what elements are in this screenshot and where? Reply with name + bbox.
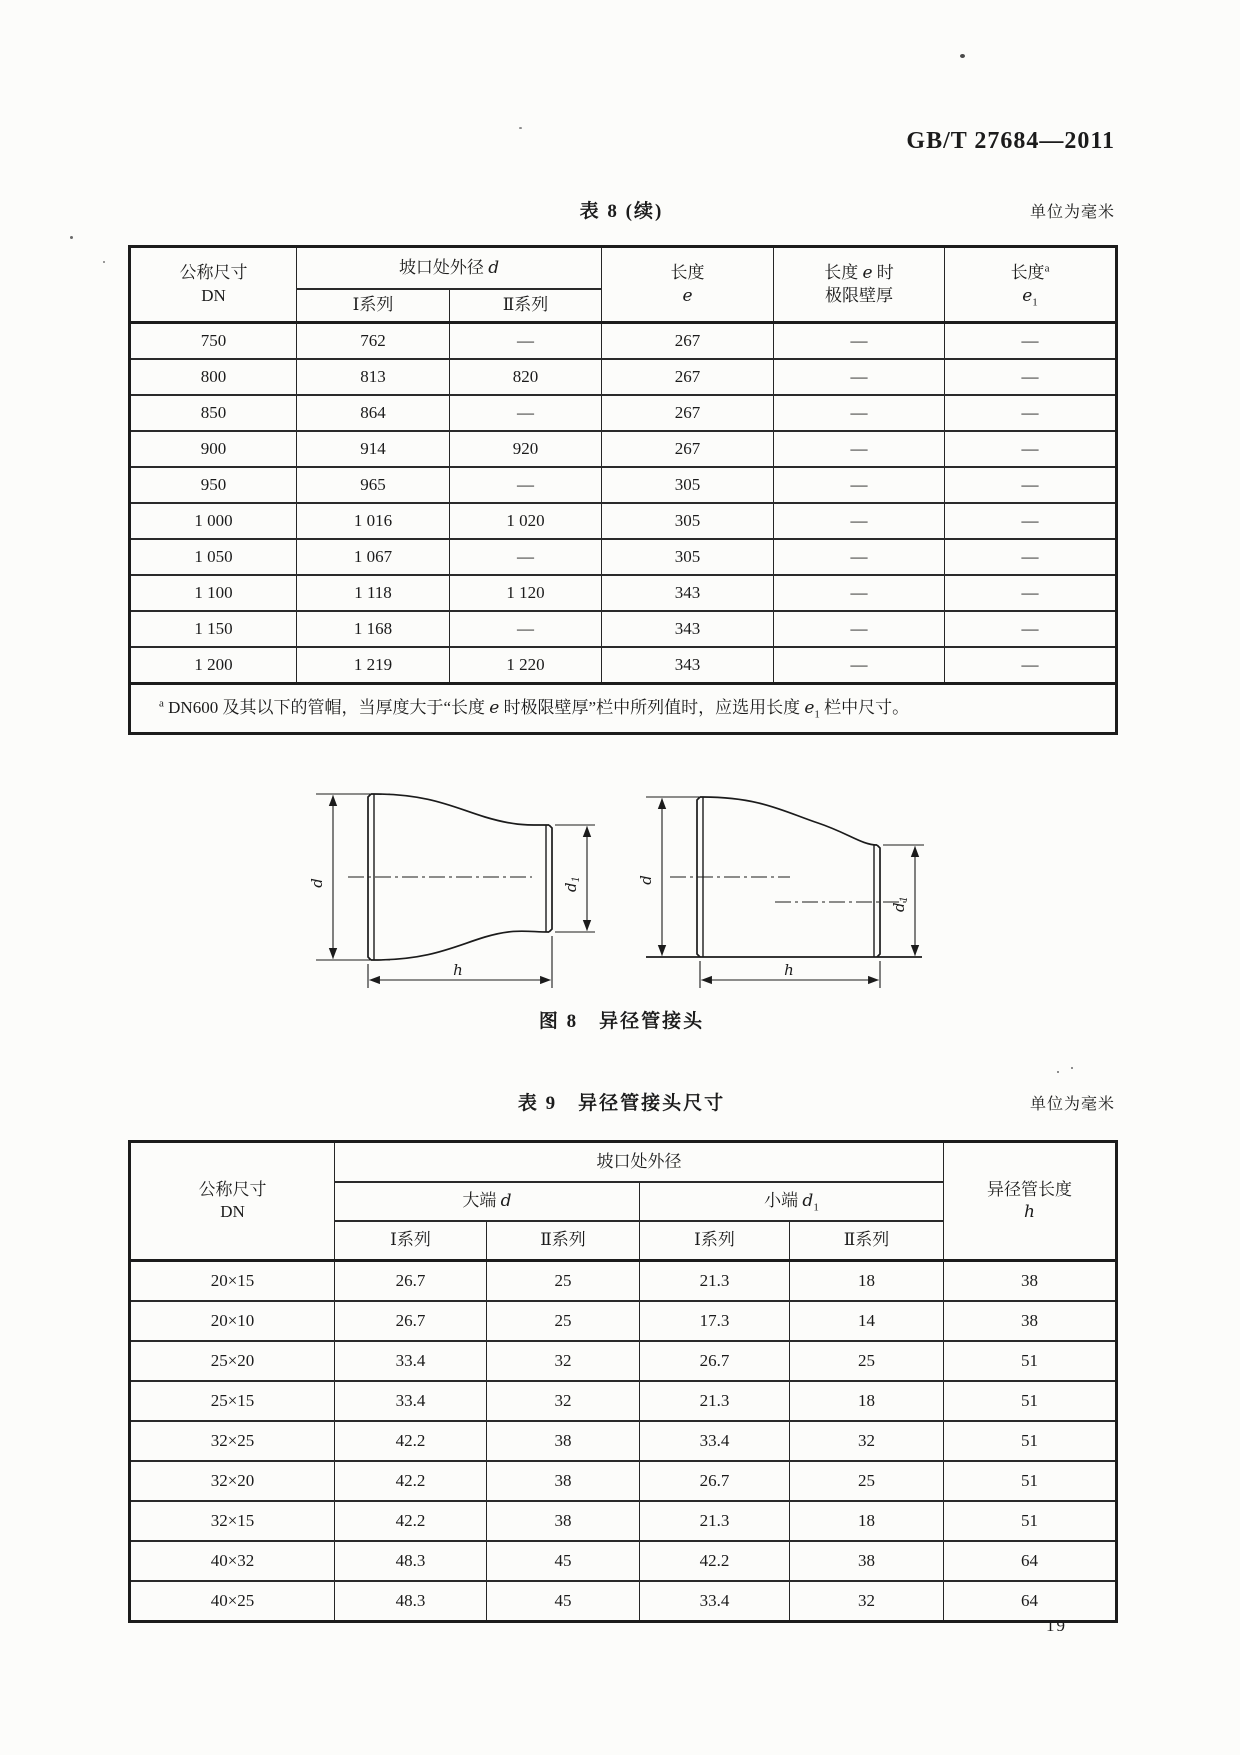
table-row (130, 1261, 1117, 1302)
table-cell: 32 (790, 1421, 944, 1461)
table-cell: 51 (944, 1381, 1117, 1421)
t8-th-limit-thickness (774, 247, 945, 323)
t8-th-length-var: e (682, 285, 693, 306)
t9-th-big-end-text: 大端 (462, 1191, 501, 1211)
table-cell: 864 (297, 395, 450, 431)
table-cell: 900 (130, 431, 297, 467)
concentric-reducer-drawing (316, 794, 595, 988)
table-cell: 26.7 (640, 1341, 790, 1381)
scan-speck (1057, 1071, 1059, 1073)
table-cell: 820 (450, 359, 602, 395)
table-cell: — (774, 395, 945, 431)
label-d1-right: $d_1$ (890, 896, 910, 912)
table-cell: 1 168 (297, 611, 450, 647)
t8-th-series2: Ⅱ系列 (450, 289, 602, 323)
t9-th-length-var: h (1024, 1202, 1035, 1222)
table-cell: 32×20 (130, 1461, 335, 1501)
t9-th-big-end-var: d (500, 1191, 512, 1212)
table-cell: 1 016 (297, 503, 450, 539)
table-cell: — (945, 359, 1117, 395)
t9-th-dn-line1: 公称尺寸 (198, 1179, 267, 1199)
t8-th-dn-line1: 公称尺寸 (179, 263, 248, 283)
table-cell: — (774, 323, 945, 360)
table-cell: 18 (790, 1381, 944, 1421)
table-cell: 64 (944, 1581, 1117, 1622)
table-cell: 48.3 (335, 1581, 487, 1622)
table-row (130, 467, 1117, 503)
table-cell: — (774, 575, 945, 611)
table-cell: — (774, 359, 945, 395)
t9-th-dn-line2: DN (220, 1202, 245, 1221)
table-cell: 1 118 (297, 575, 450, 611)
table-cell: 267 (602, 431, 774, 467)
table-row (130, 539, 1117, 575)
t9-th-dn (130, 1142, 335, 1261)
table-row (130, 1461, 1117, 1501)
t8-th-length-label: 长度 (670, 263, 705, 283)
table-cell: 48.3 (335, 1541, 487, 1581)
footnote-var-e: e (489, 698, 500, 719)
table-cell: 25×15 (130, 1381, 335, 1421)
t8-th-d-group (297, 247, 602, 290)
scan-speck (70, 236, 73, 239)
table-cell: 920 (450, 431, 602, 467)
t9-th-series-2: Ⅱ系列 (487, 1221, 640, 1261)
footnote-text2: 时极限壁厚”栏中所列值时，应选用长度 (499, 698, 805, 718)
table-cell: 25 (790, 1341, 944, 1381)
table-cell: 45 (487, 1541, 640, 1581)
table9-caption: 表 9 异径管接头尺寸 (517, 1093, 726, 1114)
table-row (130, 431, 1117, 467)
table-cell: 1 150 (130, 611, 297, 647)
table-cell: — (774, 611, 945, 647)
table-row (130, 611, 1117, 647)
table-cell: 950 (130, 467, 297, 503)
t9-th-small-end (640, 1182, 944, 1221)
table-cell: 32 (487, 1341, 640, 1381)
table-cell: 14 (790, 1301, 944, 1341)
footnote-var-e1-sub: 1 (814, 708, 820, 721)
table-cell: 1 020 (450, 503, 602, 539)
table-cell: 42.2 (335, 1501, 487, 1541)
table-cell: 762 (297, 323, 450, 360)
table-cell: 32×15 (130, 1501, 335, 1541)
table-cell: 25×20 (130, 1341, 335, 1381)
table-cell: 32 (487, 1381, 640, 1421)
table-cell: 51 (944, 1421, 1117, 1461)
t8-th-length-e (602, 247, 774, 323)
t9-th-small-end-sub: 1 (813, 1201, 819, 1214)
table-cell: 1 000 (130, 503, 297, 539)
t9-th-small-end-text: 小端 (764, 1191, 803, 1211)
table-cell: 305 (602, 503, 774, 539)
table-cell: 33.4 (640, 1421, 790, 1461)
table-9-body (130, 1261, 1117, 1622)
footnote-text: DN600 及其以下的管帽，当厚度大于“长度 (163, 698, 490, 718)
table-row (130, 1381, 1117, 1421)
t8-th-limit-text1: 长度 (824, 263, 863, 283)
table-cell: 42.2 (335, 1421, 487, 1461)
table-cell: — (450, 395, 602, 431)
table-cell: 267 (602, 359, 774, 395)
table-cell: 32 (790, 1581, 944, 1622)
table-cell: 343 (602, 575, 774, 611)
table-cell: 38 (487, 1501, 640, 1541)
t8-th-dn (130, 247, 297, 323)
table-row (130, 1581, 1117, 1622)
label-d-right: d (637, 875, 655, 885)
table-cell: 21.3 (640, 1381, 790, 1421)
table-cell: 813 (297, 359, 450, 395)
table-row (130, 1421, 1117, 1461)
t8-th-e1-sup: a (1044, 262, 1050, 275)
table-cell: 64 (944, 1541, 1117, 1581)
table-cell: 45 (487, 1581, 640, 1622)
table-row (130, 1341, 1117, 1381)
table-cell: 33.4 (335, 1381, 487, 1421)
t8-th-d-group-var: d (488, 257, 500, 278)
table-cell: — (450, 323, 602, 360)
scan-speck (519, 127, 522, 129)
table-cell: 343 (602, 611, 774, 647)
table-cell: 18 (790, 1261, 944, 1302)
t9-th-series-1: Ⅰ系列 (335, 1221, 487, 1261)
table8-unit-note: 单位为毫米 (1029, 204, 1115, 221)
t8-th-d-group-text: 坡口处外径 (398, 257, 489, 277)
label-d-left: d (308, 878, 326, 888)
t9-th-series-4: Ⅱ系列 (790, 1221, 944, 1261)
table-cell: 38 (790, 1541, 944, 1581)
table-cell: — (450, 611, 602, 647)
t9-th-length (944, 1142, 1117, 1261)
t9-th-d-group: 坡口处外径 (335, 1142, 944, 1183)
table-cell: 750 (130, 323, 297, 360)
table-cell: 1 219 (297, 647, 450, 684)
table-cell: 800 (130, 359, 297, 395)
table-cell: 21.3 (640, 1261, 790, 1302)
table-cell: 20×15 (130, 1261, 335, 1302)
table-cell: 267 (602, 395, 774, 431)
t8-th-e1-sub: 1 (1032, 295, 1038, 308)
table-cell: 33.4 (640, 1581, 790, 1622)
table-row (130, 1301, 1117, 1341)
table-cell: — (945, 539, 1117, 575)
t8-th-e1-var: e (1022, 285, 1033, 306)
table-row (130, 323, 1117, 360)
table-cell: — (774, 431, 945, 467)
footnote-var-e1: e (804, 698, 815, 719)
table-cell: 17.3 (640, 1301, 790, 1341)
table-cell: 20×10 (130, 1301, 335, 1341)
table-cell: 38 (487, 1421, 640, 1461)
t9-th-small-end-var: d (802, 1191, 814, 1212)
table-cell: 51 (944, 1501, 1117, 1541)
table-row (130, 395, 1117, 431)
table-row (130, 1501, 1117, 1541)
t8-th-limit-text2: 时 (872, 263, 894, 283)
table-cell: 343 (602, 647, 774, 684)
table-cell: — (945, 323, 1117, 360)
footnote-text3: 栏中尺寸。 (819, 698, 910, 718)
t8-th-limit-line2: 极限壁厚 (825, 285, 894, 305)
table-cell: — (945, 467, 1117, 503)
table-cell: 305 (602, 467, 774, 503)
t9-th-big-end (335, 1182, 640, 1221)
scan-speck (1071, 1067, 1073, 1069)
table-cell: 38 (944, 1301, 1117, 1341)
label-h-right: h (784, 961, 794, 979)
table-cell: — (450, 539, 602, 575)
figure-8-caption: 图 8 异径管接头 (538, 1011, 705, 1032)
t8-th-dn-line2: DN (201, 285, 226, 305)
label-h-left: h (453, 961, 463, 979)
t8-th-series1: Ⅰ系列 (297, 289, 450, 323)
table-cell: 25 (487, 1301, 640, 1341)
table-cell: — (774, 539, 945, 575)
table-cell: 850 (130, 395, 297, 431)
table-cell: 21.3 (640, 1501, 790, 1541)
table-cell: 1 200 (130, 647, 297, 684)
eccentric-reducer-drawing (646, 797, 924, 988)
table8-caption: 表 8 (续) (579, 201, 664, 222)
table-row (130, 503, 1117, 539)
doc-number: GB/T 27684—2011 (906, 128, 1115, 154)
table-cell: 18 (790, 1501, 944, 1541)
page-number: 19 (1046, 1616, 1067, 1635)
table-8 (128, 245, 1118, 735)
table9-unit-note: 单位为毫米 (1029, 1096, 1115, 1113)
table-cell: 42.2 (335, 1461, 487, 1501)
table-cell: — (945, 611, 1117, 647)
table-cell: 26.7 (335, 1261, 487, 1302)
table-cell: — (945, 503, 1117, 539)
table-cell: 42.2 (640, 1541, 790, 1581)
table-cell: 25 (487, 1261, 640, 1302)
table-cell: — (945, 575, 1117, 611)
table-cell: 51 (944, 1341, 1117, 1381)
label-d1-left: $d_1$ (562, 876, 582, 892)
table-cell: 51 (944, 1461, 1117, 1501)
t8-th-limit-var: e (862, 263, 873, 284)
scan-speck (103, 261, 105, 263)
table-cell: 32×25 (130, 1421, 335, 1461)
t9-th-length-label: 异径管长度 (987, 1179, 1072, 1199)
table-cell: 267 (602, 323, 774, 360)
table-cell: 26.7 (335, 1301, 487, 1341)
table-cell: 914 (297, 431, 450, 467)
table-cell: 1 050 (130, 539, 297, 575)
table-cell: 1 220 (450, 647, 602, 684)
table-cell: 40×32 (130, 1541, 335, 1581)
table-cell: — (774, 503, 945, 539)
table-cell: 1 067 (297, 539, 450, 575)
table-cell: — (945, 395, 1117, 431)
figure-8-reducers (270, 712, 950, 1002)
table-cell: 33.4 (335, 1341, 487, 1381)
table-cell: 38 (944, 1261, 1117, 1302)
table-cell: — (774, 467, 945, 503)
table-cell: 26.7 (640, 1461, 790, 1501)
table-cell: 1 120 (450, 575, 602, 611)
table-cell: — (774, 647, 945, 684)
table-cell: 38 (487, 1461, 640, 1501)
table-cell: — (945, 431, 1117, 467)
table-cell: 40×25 (130, 1581, 335, 1622)
t9-th-series-3: Ⅰ系列 (640, 1221, 790, 1261)
table-row (130, 359, 1117, 395)
table-cell: 25 (790, 1461, 944, 1501)
scan-speck (960, 54, 965, 58)
t8-th-e1-label: 长度 (1010, 263, 1045, 283)
table-cell: 1 100 (130, 575, 297, 611)
table-cell: — (450, 467, 602, 503)
t8-th-length-e1 (945, 247, 1117, 323)
table-row (130, 1541, 1117, 1581)
table-8-body (130, 323, 1117, 684)
table-cell: 965 (297, 467, 450, 503)
footnote-sup: a (159, 697, 164, 710)
table-cell: 305 (602, 539, 774, 575)
table-row (130, 647, 1117, 684)
table-9 (128, 1140, 1118, 1623)
table-row (130, 575, 1117, 611)
table-cell: — (945, 647, 1117, 684)
